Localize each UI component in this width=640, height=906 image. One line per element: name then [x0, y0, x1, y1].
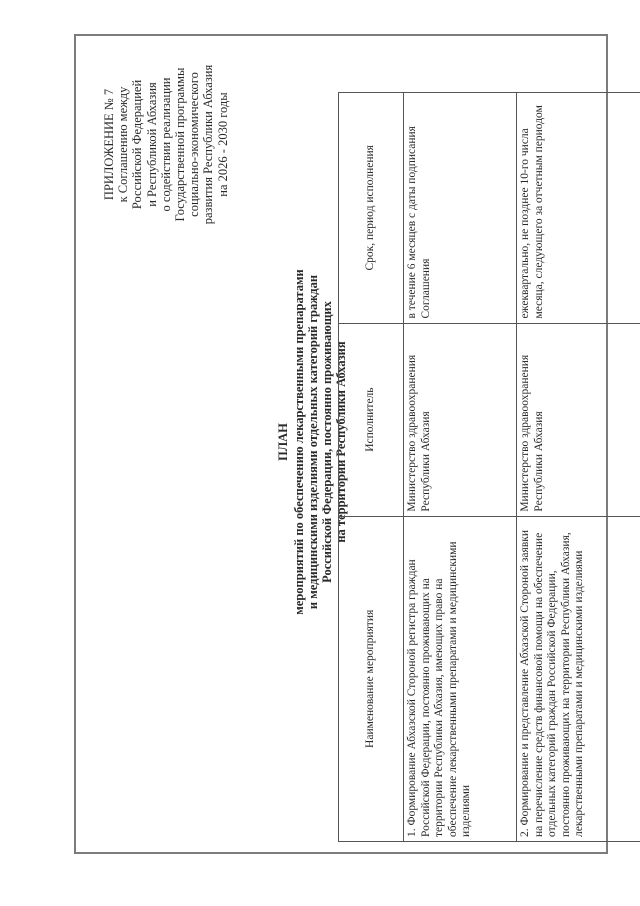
appendix-line: на 2026 - 2030 годы — [215, 92, 230, 197]
appendix-line: и Республикой Абхазия — [144, 82, 159, 207]
rotated-page-content — [76, 36, 606, 852]
table-row — [517, 93, 640, 842]
cell-deadline: в течение 6 месяцев с даты подписания Соглашения — [404, 93, 517, 324]
appendix-header — [102, 52, 230, 237]
appendix-line: Государственной программы — [173, 67, 188, 222]
cell-executor: Министерство здравоохранения Республики Абхазия — [404, 323, 517, 516]
document-page — [74, 34, 608, 854]
header-deadline: Срок, период исполнения — [339, 93, 404, 324]
cell-name: 1. Формирование Абхазской Стороной регистра граждан Российской Федерации, постоянно проживающих на территории Республики Абхазия, имеющих право на обеспечение лекарственными препаратами и медицинскими изделиями — [404, 516, 517, 841]
table-header-row — [339, 93, 404, 842]
appendix-line: к Соглашению между — [116, 86, 131, 203]
appendix-line: Российской Федерацией — [130, 79, 145, 210]
cell-name: 2. Формирование и представление Абхазской Стороной заявки на перечисление средств финансовой помощи на обеспечение отдельных категорий граждан Российской Федерации, постоянно проживающих на территории Республики Абхазия, лекарственными препаратами и медицинскими изделиями — [517, 516, 640, 841]
appendix-line: социально-экономического — [187, 72, 202, 217]
appendix-line: о содействии реализации — [158, 77, 173, 212]
appendix-line: развития Республики Абхазия — [201, 64, 216, 225]
plan-table — [338, 92, 640, 842]
title-line: на территории Республики Абхазия — [334, 341, 348, 543]
header-executor: Исполнитель — [339, 323, 404, 516]
table-row — [404, 93, 517, 842]
title-line: и медицинскими изделиями отдельных категорий граждан — [306, 274, 320, 610]
cell-executor: Министерство здравоохранения Республики Абхазия — [517, 323, 640, 516]
cell-deadline: ежеквартально, не позднее 10-го числа месяца, следующего за отчетным периодом — [517, 93, 640, 324]
title-line: мероприятий по обеспечению лекарственными препаратами — [292, 269, 306, 615]
header-name: Наименование мероприятия — [339, 516, 404, 841]
appendix-line: ПРИЛОЖЕНИЕ № 7 — [102, 88, 116, 201]
title-line: Российской Федерации, постоянно проживающих — [320, 301, 334, 583]
plan-heading: ПЛАН — [276, 423, 290, 461]
